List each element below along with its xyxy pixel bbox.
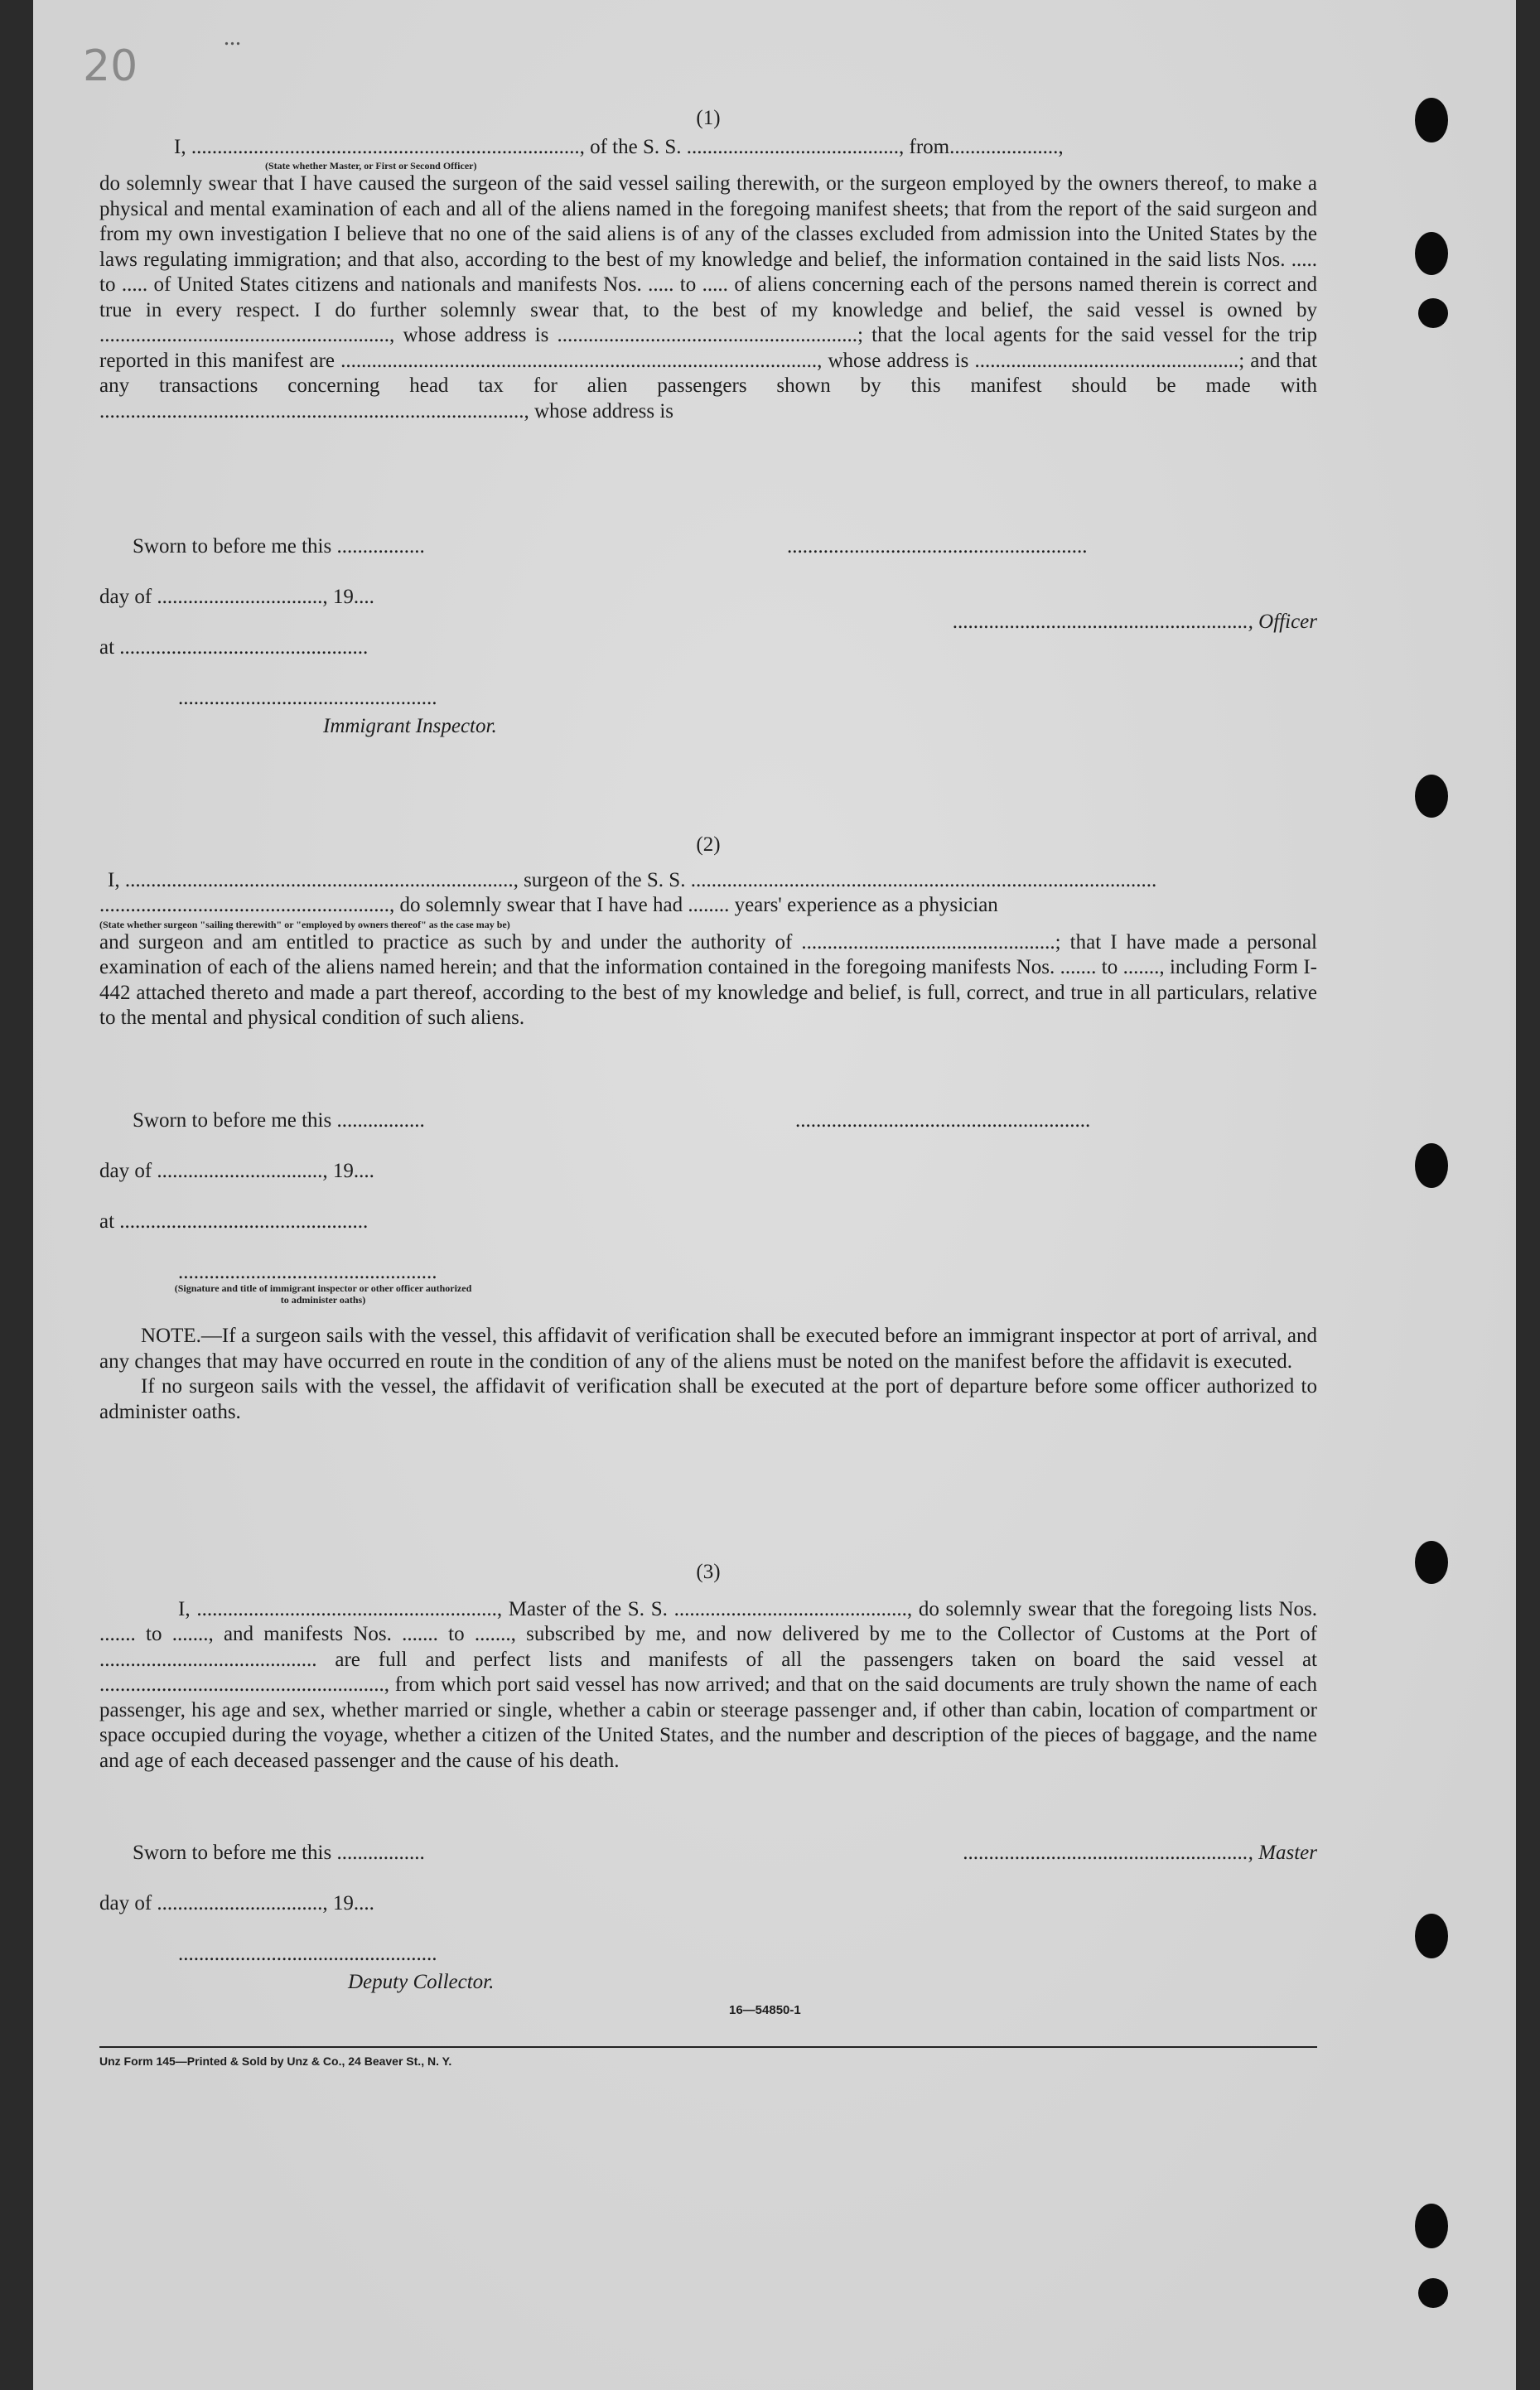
page-number: 20 [83,41,138,91]
deputy-collector-label: Deputy Collector. [348,1971,495,1993]
binder-hole [1415,1541,1448,1584]
signature-title-note: (Signature and title of immigrant inspector or other officer authorized to administer oaths) [174,1282,472,1306]
affidavit-section-2 [99,833,1317,1031]
binder-hole [1418,298,1448,328]
rank-note: (State whether Master, or First or Second Officer) [265,160,477,171]
surgeon-oath-line-2: ........................................................, do solemnly swear that I have had ........ years' experience as a physician [99,894,998,916]
sworn-line: Sworn to before me this ................. [133,535,425,558]
section-number: (3) [696,1561,721,1583]
corner-mark: ... [224,25,241,51]
at-line: at ................................................ [99,636,369,659]
surgeon-type-note: (State whether surgeon "sailing therewith" or "employed by owners thereof" as the case may be) [99,918,510,930]
section-3-signatures [99,1841,1317,2021]
binder-hole [1415,232,1448,275]
signature-line: .................................................. [178,1261,437,1283]
sworn-line: Sworn to before me this ................. [133,1842,425,1864]
master-oath-body: do solemnly swear that I have caused the surgeon of the said vessel sailing therewith, or the surgeon employed by the owners thereof, to make a physical and mental examination of each and all of the aliens named in the foregoing manifest sheets; that from the report of the said surgeon and from my own investigation I believe that no one of the said aliens is of any of the classes excluded from admission into the United States by the laws regulating immigration; and that also, according to the best of my knowledge and belief, the information contained in the said lists Nos. ..... to ..... of United States citizens and nationals and manifests Nos. ..... to ..... of aliens concerning each of the persons named therein is correct and true in every respect. I do further solemnly swear that, to the best of my knowledge and belief, the said vessel is owned by ........................................................, whose address is ..........................................................; that the local agents for the said vessel for the trip reported in this manifest are ............................................................................................, whose address is ...................................................; and that any transactions concerning head tax for alien passengers shown by this manifest should be made with .................................................................................., whose address is [99,172,1317,422]
form-code: 16—54850-1 [729,2003,801,2017]
section-2-signatures [99,1108,1317,1306]
signature-line: .................................................. [178,1943,437,1965]
footer-rule [99,2046,1317,2048]
immigrant-inspector-label: Immigrant Inspector. [323,715,497,737]
binder-hole [1415,1143,1448,1188]
officer-line: ........................................................., Officer [953,611,1317,633]
surgeon-oath-line-1: I, ..........................................................................., surgeon of the S. S. .......................................................................................... [108,868,1157,891]
day-line: day of ................................, 19.... [99,1892,374,1914]
affidavit-section-1 [99,106,1317,424]
printer-footer: Unz Form 145—Printed & Sold by Unz & Co., 24 Beaver St., N. Y. [99,2054,452,2068]
manifest-page [33,0,1516,2390]
note-paragraph-1: —If a surgeon sails with the vessel, this affidavit of verification shall be executed before an immigrant inspector at port of arrival, and any changes that may have occurred en route in the condition of any of the aliens must be noted on the manifest before the affidavit is executed. [99,1325,1317,1373]
at-line: at ................................................ [99,1210,369,1233]
note-paragraph-2: If no surgeon sails with the vessel, the affidavit of verification shall be executed at the port of departure before some officer authorized to administer oaths. [99,1375,1317,1423]
binder-hole [1415,98,1448,142]
note-label: NOTE. [141,1325,201,1347]
binder-hole [1418,2278,1448,2308]
verification-note [99,1324,1317,1425]
section-1-signatures [99,534,1317,765]
signature-line: .................................................. [178,687,437,709]
blank-line: .......................................................... [787,535,1088,558]
master-oath-line: I, ..........................................................................., of the S. S. ........................................., from....................., [174,135,1064,158]
affidavit-section-3 [99,1560,1317,1774]
binder-hole [1415,775,1448,818]
section-number: (2) [696,833,721,856]
signature-blank: ......................................................... [795,1109,1091,1132]
master-customs-oath-body: I, .........................................................., Master of the S. S. ............................................., do solemnly swear that the foregoing lists Nos. ....... to ......., and manifests Nos. ....... to ......., subscribed by me, and now delivered by me to the Collector of Customs at the Port of .......................................... are full and perfect lists and manifests of all the passengers taken on board the said vessel at ......................................................., from which port said vessel has now arrived; and that on the said documents are truly shown the name of each passenger, his age and sex, whether married or single, whether a cabin or steerage passenger and, if other than cabin, location of compartment or space occupied during the voyage, whether a citizen of the United States, and the number and description of the pieces of baggage, and the name and age of each deceased passenger and the cause of his death. [99,1597,1317,1772]
section-number: (1) [696,107,721,129]
day-line: day of ................................, 19.... [99,1160,374,1182]
master-signature-line: ......................................................., Master [963,1842,1317,1864]
surgeon-oath-body: and surgeon and am entitled to practice as such by and under the authority of .................................................; that I have made a personal examination of each of the aliens named herein; and that the information contained in the foregoing manifests Nos. ....... to ......., including Form I-442 attached thereto and made a part thereof, according to the best of my knowledge and belief, is full, correct, and true in all particulars, relative to the mental and physical condition of such aliens. [99,930,1317,1029]
binder-hole [1415,1914,1448,1958]
day-line: day of ................................, 19.... [99,586,374,608]
binder-hole [1415,2204,1448,2248]
sworn-line: Sworn to before me this ................. [133,1109,425,1132]
